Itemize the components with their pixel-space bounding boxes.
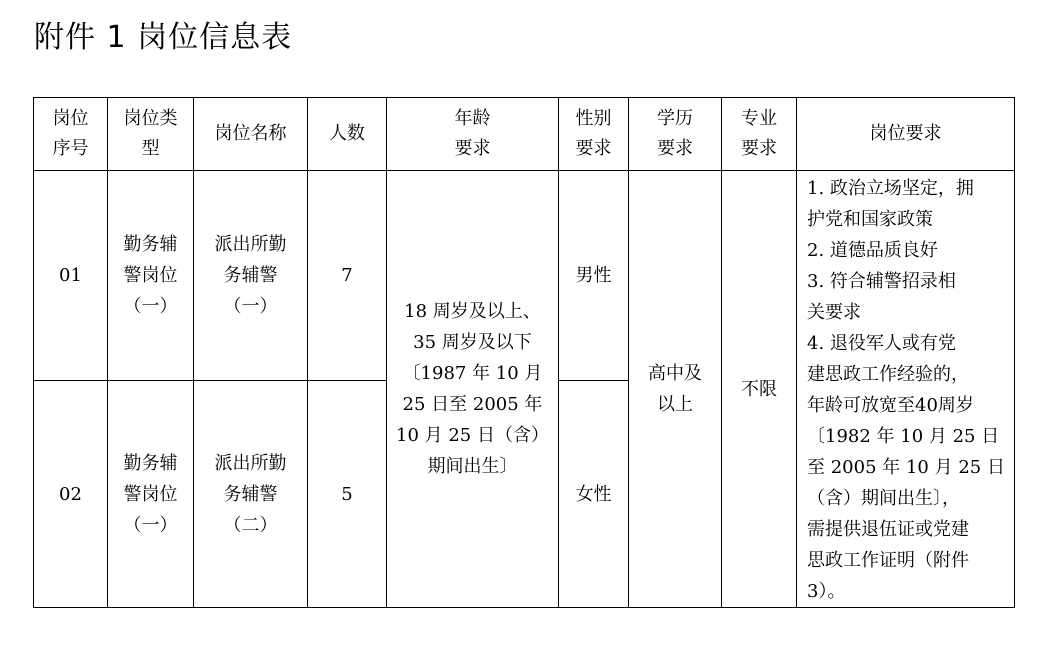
cell-seq <box>34 171 108 381</box>
cell-name <box>194 381 308 608</box>
position-info-table <box>33 97 1015 608</box>
header-text: 岗位名称 <box>214 123 287 144</box>
cell-text: 务辅警 <box>223 483 278 505</box>
cell-text: 务辅警 <box>223 265 278 286</box>
cell-text: 勤务辅 <box>123 452 178 474</box>
header-age <box>387 98 559 171</box>
cell-text: 派出所勤 <box>214 452 287 474</box>
header-text: 要求 <box>657 138 693 159</box>
cell-age <box>387 171 559 608</box>
cell-count <box>308 171 387 381</box>
header-education <box>629 98 722 171</box>
cell-name <box>194 171 308 381</box>
cell-text: 25 日至 2005 年 <box>402 394 543 415</box>
header-requirements <box>797 98 1015 171</box>
cell-major <box>722 171 797 608</box>
cell-text: 男性 <box>575 265 612 286</box>
cell-text: 女性 <box>575 483 612 505</box>
header-name <box>194 98 308 171</box>
requirement-line: 需提供退伍证或党建 <box>807 519 969 540</box>
requirement-line: 4. 退役军人或有党 <box>807 333 956 354</box>
requirement-line: 1. 政治立场坚定，拥 <box>807 178 974 199</box>
requirement-line: 2. 道德品质良好 <box>807 240 938 261</box>
header-count <box>308 98 387 171</box>
cell-text: 期间出生〕 <box>427 456 518 477</box>
header-text: 型 <box>141 138 160 159</box>
cell-education <box>629 171 722 608</box>
header-text: 年龄 <box>454 108 491 129</box>
cell-text: 派出所勤 <box>214 234 287 255</box>
cell-text: 01 <box>59 265 82 286</box>
cell-text: （一） <box>123 514 178 536</box>
header-text: 岗位要求 <box>869 123 942 144</box>
cell-text: 18 周岁及以上、 <box>404 301 541 322</box>
requirement-line: 年龄可放宽至40周岁 <box>807 395 974 416</box>
cell-gender <box>559 171 629 381</box>
header-text: 要求 <box>575 138 612 159</box>
cell-text: （一） <box>123 296 178 317</box>
requirement-line: 关要求 <box>807 302 861 323</box>
cell-text: 高中及 <box>648 363 702 384</box>
header-text: 序号 <box>52 138 89 159</box>
requirement-line: （含）期间出生〕， <box>807 488 960 509</box>
requirement-line: 建思政工作经验的， <box>807 364 969 385</box>
requirement-line: 至 2005 年 10 月 25 日 <box>807 457 1005 478</box>
cell-text: 02 <box>59 483 82 505</box>
cell-text: 10 月 25 日（含） <box>396 425 549 446</box>
table-row <box>34 171 1015 381</box>
cell-text: 警岗位 <box>123 483 178 505</box>
header-text: 人数 <box>329 123 365 144</box>
cell-category <box>108 381 194 608</box>
requirement-line: 3）。 <box>807 581 846 602</box>
requirement-line: 思政工作证明（附件 <box>807 550 969 571</box>
cell-text: 7 <box>341 265 353 286</box>
header-text: 性别 <box>575 108 612 129</box>
cell-count <box>308 381 387 608</box>
cell-text: 35 周岁及以下 <box>413 332 532 353</box>
header-text: 岗位类 <box>123 108 178 129</box>
header-text: 要求 <box>454 138 491 159</box>
cell-text: 警岗位 <box>123 265 178 286</box>
requirement-line: 护党和国家政策 <box>807 209 933 230</box>
cell-requirements <box>797 171 1015 608</box>
cell-text: 以上 <box>657 394 693 415</box>
header-seq <box>34 98 108 171</box>
cell-text: （二） <box>223 514 278 536</box>
page-title: 附件 1 岗位信息表 <box>34 20 293 55</box>
header-gender <box>559 98 629 171</box>
cell-seq <box>34 381 108 608</box>
header-text: 要求 <box>741 138 777 159</box>
requirement-line: 〔1982 年 10 月 25 日 <box>807 426 1000 447</box>
cell-text: 5 <box>341 483 353 505</box>
header-text: 岗位 <box>52 108 89 129</box>
cell-text: 勤务辅 <box>123 234 178 255</box>
cell-text: （一） <box>223 296 278 317</box>
cell-text: 〔1987 年 10 月 <box>402 363 543 384</box>
requirement-line: 3. 符合辅警招录相 <box>807 271 956 292</box>
cell-category <box>108 171 194 381</box>
header-text: 学历 <box>657 108 693 129</box>
header-category <box>108 98 194 171</box>
header-major <box>722 98 797 171</box>
header-text: 专业 <box>741 108 777 129</box>
table-header-row <box>34 98 1015 171</box>
cell-gender <box>559 381 629 608</box>
cell-text: 不限 <box>741 378 777 400</box>
